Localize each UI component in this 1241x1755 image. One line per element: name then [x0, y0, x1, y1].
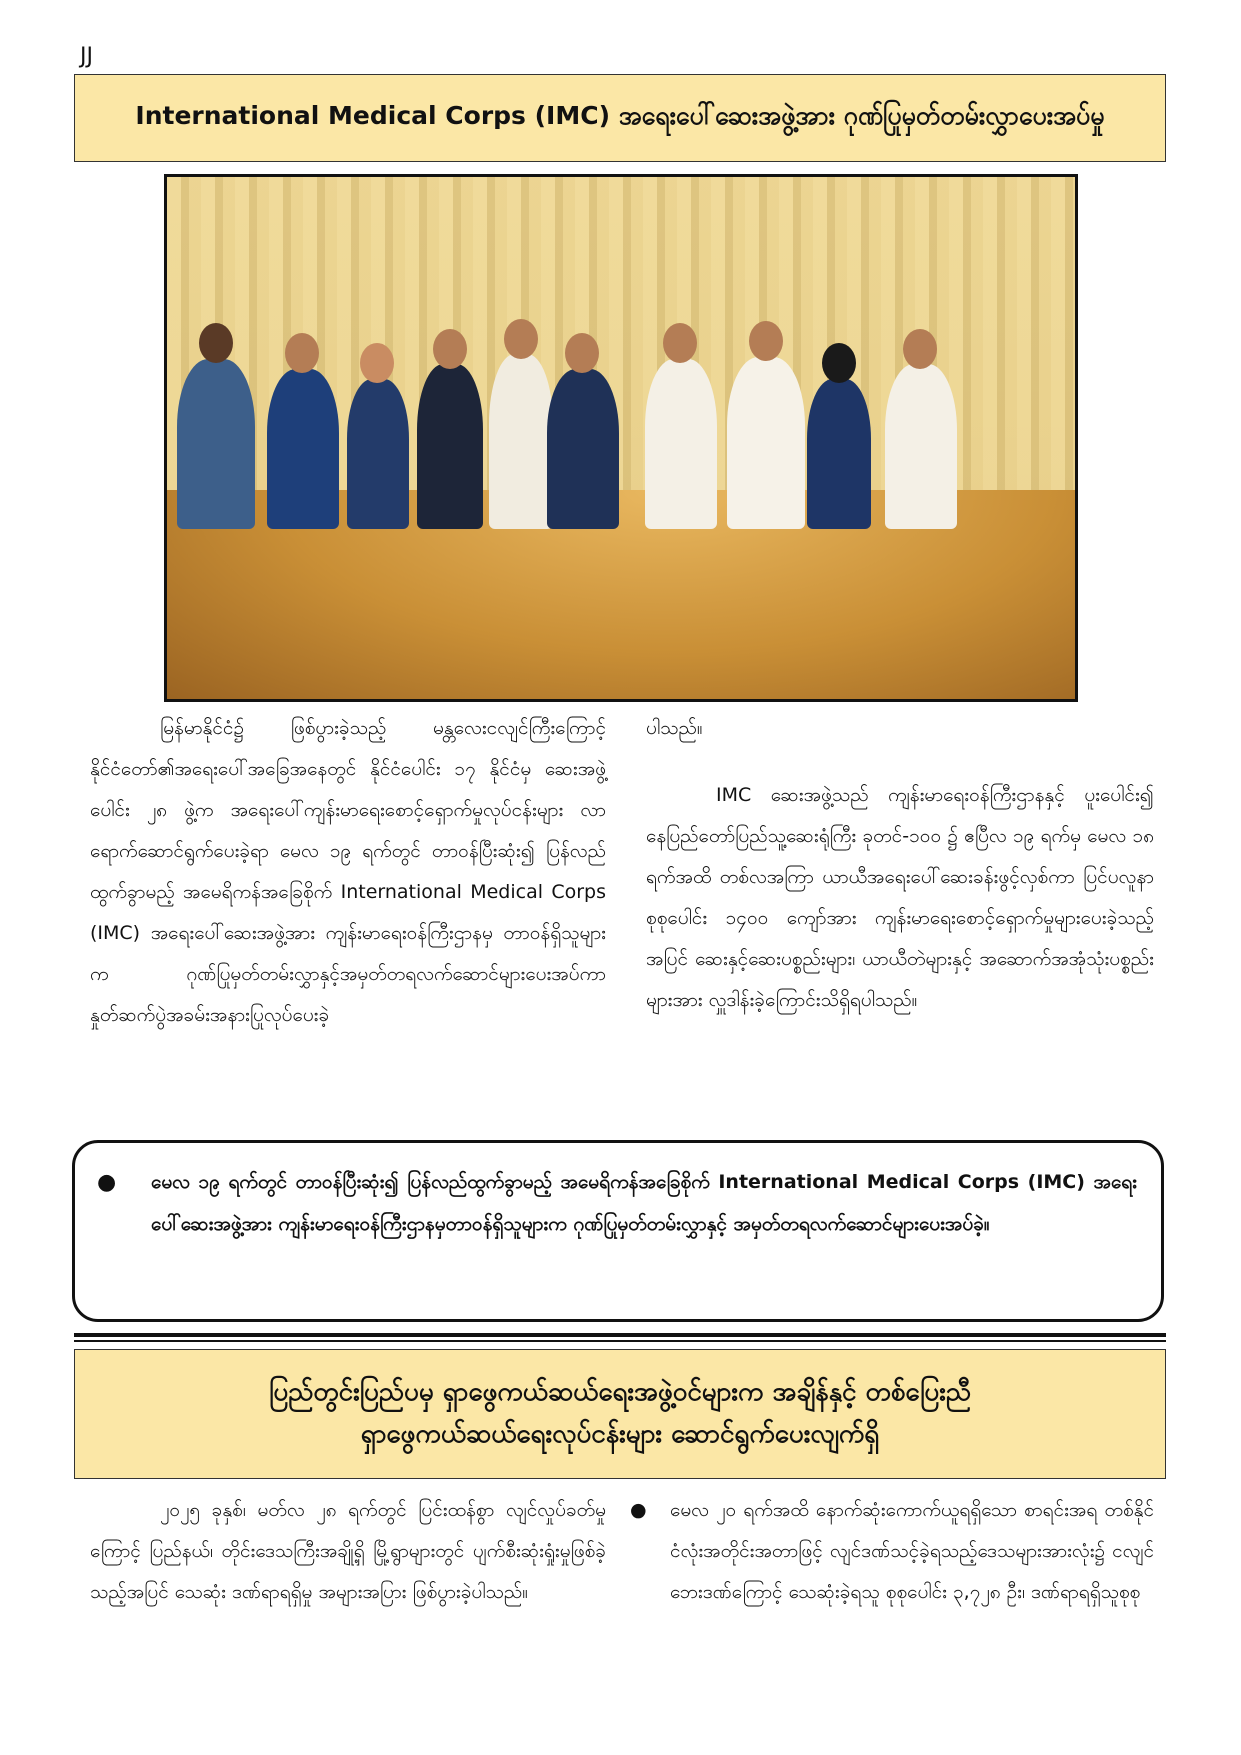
photo-person-head [565, 333, 599, 373]
photo-person [489, 354, 553, 529]
article2-left-column [90, 1490, 606, 1613]
article1-headline [74, 74, 1166, 162]
bullet-icon: ● [97, 1170, 117, 1195]
photo-person [727, 357, 805, 529]
article1-headline-text: International Medical Corps (IMC) အရေးပေါ်ဆေးအဖွဲ့အား ဂုဏ်ပြုမှတ်တမ်းလွှာပေးအပ်မှု [135, 100, 1105, 130]
photo-person [267, 369, 339, 529]
article1-right-column [646, 708, 1154, 1021]
article2-bullet-text: မေလ ၂၀ ရက်အထိ နောက်ဆုံးကောက်ယူရရှိသော စာရင်းအရ တစ်နိုင်ငံလုံးအတိုင်းအတာဖြင့် လျင်ဒဏ်သင့်ခဲ့ရသည့်ဒေသများအားလုံး၌ ငလျင်ဘေးဒဏ်ကြောင့် သေဆုံးခဲ့ရသူ စုစုပေါင်း ၃,၇၂၈ ဦး၊ ဒဏ်ရာရရှိသူစုစု [670, 1499, 1154, 1603]
photo-person [645, 359, 717, 529]
photo-person [885, 364, 957, 529]
section-divider-thin [74, 1340, 1166, 1342]
photo-person-head [822, 343, 856, 383]
photo-person-head [199, 323, 233, 363]
photo-person [417, 364, 483, 529]
ceremony-photo [164, 174, 1078, 702]
photo-person-head [903, 329, 937, 369]
article2-headline-line1: ပြည်တွင်းပြည်ပမှ ရှာဖွေကယ်ဆယ်ရေးအဖွဲ့ဝင်များက အချိန်နှင့် တစ်ပြေးညီ [269, 1377, 971, 1408]
article2-headline [74, 1349, 1166, 1479]
photo-person-head [749, 321, 783, 361]
photo-person [347, 379, 409, 529]
page-number: JJ [80, 44, 93, 69]
photo-person-head [285, 333, 319, 373]
highlight-text: မေလ ၁၉ ရက်တွင် တာဝန်ပြီးဆုံး၍ ပြန်လည်ထွက်ခွာမည့် အမေရိကန်အခြေစိုက် International Medical Corps (IMC) အရေးပေါ်ဆေးအဖွဲ့အား ကျန်းမာရေးဝန်ကြီးဌာနမှတာဝန်ရှိသူများက ဂုဏ်ပြုမှတ်တမ်းလွှာနှင့် အမှတ်တရလက်ဆောင်များပေးအပ်ခဲ့။ [151, 1171, 1137, 1235]
photo-person-head [360, 343, 394, 383]
article2-bullet-item [630, 1490, 1154, 1613]
article1-left-paragraph: မြန်မာနိုင်ငံ၌ ဖြစ်ပွားခဲ့သည့် မန္တလေးငလျင်ကြီးကြောင့် နိုင်ငံတော်၏အရေးပေါ်အခြေအနေတွင် နိုင်ငံပေါင်း ၁၇ နိုင်ငံမှ ဆေးအဖွဲ့ပေါင်း ၂၈ ဖွဲ့က အရေးပေါ်ကျန်းမာရေးစောင့်ရှောက်မှုလုပ်ငန်းများ လာရောက်ဆောင်ရွက်ပေးခဲ့ရာ မေလ ၁၉ ရက်တွင် တာဝန်ပြီးဆုံး၍ ပြန်လည်ထွက်ခွာမည့် အမေရိကန်အခြေစိုက် International Medical Corps (IMC) အရေးပေါ်ဆေးအဖွဲ့အား ကျန်းမာရေးဝန်ကြီးဌာနမှ တာဝန်ရှိသူများက ဂုဏ်ပြုမှတ်တမ်းလွှာနှင့်အမှတ်တရလက်ဆောင်များပေးအပ်ကာ နှုတ်ဆက်ပွဲအခမ်းအနားပြုလုပ်ပေးခဲ့ [90, 717, 606, 1026]
photo-person [177, 359, 255, 529]
photo-person [547, 369, 619, 529]
highlight-box [72, 1140, 1164, 1322]
article2-headline-line2: ရှာဖွေကယ်ဆယ်ရေးလုပ်ငန်းများ ဆောင်ရွက်ပေးလျက်ရှိ [360, 1419, 880, 1449]
photo-person [807, 379, 871, 529]
photo-person-head [433, 329, 467, 369]
article1-right-paragraph: IMC ဆေးအဖွဲ့သည် ကျန်းမာရေးဝန်ကြီးဌာနနှင့် ပူးပေါင်း၍ နေပြည်တော်ပြည်သူ့ဆေးရုံကြီး ခုတင်-၁၀၀ ၌ ဧပြီလ ၁၉ ရက်မှ မေလ ၁၈ ရက်အထိ တစ်လအကြာ ယာယီအရေးပေါ်ဆေးခန်းဖွင့်လှစ်ကာ ပြင်ပလူနာစုစုပေါင်း ၁၄၀၀ ကျော်အား ကျန်းမာရေးစောင့်ရှောက်မှုများပေးခဲ့သည့်အပြင် ဆေးနှင့်ဆေးပစ္စည်းများ၊ ယာယီတဲများနှင့် အဆောက်အအုံသုံးပစ္စည်းများအား လှူဒါန်းခဲ့ကြောင်းသိရှိရပါသည်။ [646, 784, 1154, 1011]
article1-left-column [90, 708, 606, 1036]
photo-person-head [663, 323, 697, 363]
article2-right-column [630, 1490, 1154, 1613]
article2-left-paragraph: ၂၀၂၅ ခုနှစ်၊ မတ်လ ၂၈ ရက်တွင် ပြင်းထန်စွာ လျင်လှုပ်ခတ်မှုကြောင့် ပြည်နယ်၊ တိုင်းဒေသကြီးအချို့ရှိ မြို့ရွာများတွင် ပျက်စီးဆုံးရှုံးမှုဖြစ်ခဲ့သည့်အပြင် သေဆုံး ဒဏ်ရာရရှိမှု အများအပြား ဖြစ်ပွားခဲ့ပါသည်။ [90, 1499, 606, 1603]
section-divider-thick [74, 1333, 1166, 1337]
photo-person-head [504, 319, 538, 359]
bullet-icon: ● [630, 1499, 647, 1521]
article1-right-continuation: ပါသည်။ [646, 717, 703, 739]
